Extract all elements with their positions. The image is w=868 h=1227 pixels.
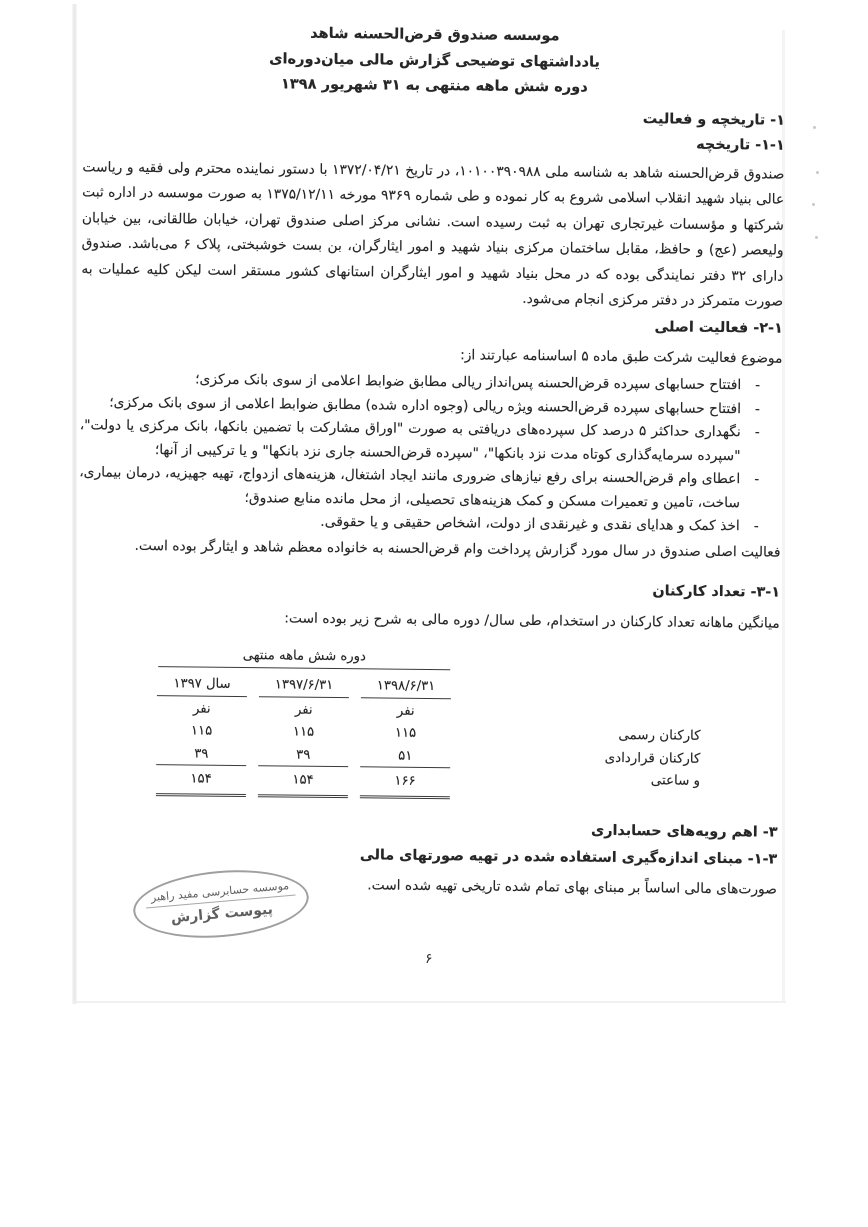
doc-subtitle: یادداشتهای توضیحی گزارش مالی میان‌دوره‌ای: [269, 49, 601, 71]
list-item-text: افتتاح حسابهای سپرده قرض‌الحسنه پس‌انداز ریالی مطابق ضوابط اعلامی از سوی بانک مرکزی؛: [195, 371, 742, 394]
stamp-firm-name: موسسه حسابرسی مفید راهبر: [144, 878, 296, 909]
table-col-header: ۱۳۹۸/۶/۳۱: [361, 675, 451, 699]
scan-speck: [816, 171, 819, 174]
document-body: [75, 18, 786, 903]
table-span-header: دوره شش ماهه منتهی: [157, 644, 451, 673]
table-total: ۱۵۴: [258, 765, 348, 798]
table-cell: ۳۹: [194, 746, 209, 762]
heading-main-activity: ۲-۱- فعالیت اصلی: [654, 318, 783, 337]
main-activity-note: فعالیت اصلی صندوق در سال مورد گزارش پرداخت وام قرض‌الحسنه به خانواده معظم شاهد و ایثارگر بوده است.: [134, 537, 781, 561]
main-activity-intro: موضوع فعالیت شرکت طبق ماده ۵ اساسنامه عبارتند از:: [460, 346, 783, 367]
scan-speck: [812, 203, 815, 206]
document-header: [83, 18, 786, 102]
table-row-label: کارکنان رسمی: [618, 727, 701, 744]
employees-table: [76, 643, 702, 802]
doc-period: دوره شش ماهه منتهی به ۳۱ شهریور ۱۳۹۸: [280, 75, 588, 96]
heading-measurement-basis: ۱-۳- مبنای اندازه‌گیری استفاده شده در تهیه صورتهای مالی: [359, 847, 778, 868]
table-unit: نفر: [396, 703, 415, 719]
table-col-header: سال ۱۳۹۷: [157, 673, 247, 697]
table-unit: نفر: [294, 702, 313, 718]
table-cell: ۵۱: [398, 748, 413, 764]
doc-title: موسسه صندوق قرض‌الحسنه شاهد: [310, 24, 560, 45]
employees-intro: میانگین ماهانه تعداد کارکنان در استخدام، طی سال/ دوره مالی به شرح زیر بوده است:: [284, 609, 780, 632]
table-cell: ۱۱۵: [190, 723, 213, 739]
heading-history-activity: ۱- تاریخچه و فعالیت: [642, 110, 786, 129]
bullet-dash: -: [754, 424, 760, 441]
table-unit: نفر: [192, 701, 211, 717]
heading-history: ۱-۱- تاریخچه: [696, 136, 785, 154]
table-cell: ۱۱۵: [394, 725, 417, 741]
page-bottom-edge: [74, 1001, 786, 1003]
list-item: [79, 461, 781, 515]
stamp-caption: پیوست گزارش: [170, 901, 274, 927]
scan-speck: [815, 236, 818, 239]
bullet-dash: -: [755, 377, 761, 394]
list-item: [79, 414, 781, 468]
history-paragraph: صندوق قرض‌الحسنه شاهد به شناسه ملی ۱۰۱۰۰۳۹۰۹۸۸، در تاریخ ۱۳۷۲/۰۴/۲۱ با دستور نماینده محترم ولی فقیه و ریاست عالی بنیاد شهید انقلاب اسلامی شروع به کار نموده و طی شماره ۹۳۶۹ مورخه ۱۳۷۵/۱۲/۱۱ به صورت موسسه در اداره ثبت شرکتها و مؤسسات غیرتجاری تهران به ثبت رسیده است. نشانی مرکز اصلی صندوق تهران، خیابان طالقانی، بین خیابان ولیعصر (عج) و حافظ، مقابل ساختمان مرکزی بنیاد شهید و امور ایثارگران، بن بست خوشبختی، پلاک ۶ می‌باشد. صندوق دارای ۳۲ دفتر نمایندگی بوده که در محل بنیاد شهید و امور ایثارگران استانهای کشور مستقر است لیکن کلیه عملیات به صورت متمرکز در دفتر مرکزی انجام می‌شود.: [81, 158, 785, 310]
activity-list: [79, 367, 783, 539]
scan-speck: [813, 126, 816, 129]
table-total: ۱۶۶: [360, 766, 450, 799]
page-number: ۶: [425, 951, 433, 967]
list-item-text: اعطای وام قرض‌الحسنه برای رفع نیازهای ضروری مانند ایجاد اشتغال، هزینه‌های ازدواج، تهیه جهیزیه، درمان بیماری، ساخت، تامین و تعمیرات مسکن و کمک هزینه‌های تحصیلی، از محل مانده منابع صندوق؛: [79, 464, 741, 511]
list-item-text: نگهداری حداکثر ۵ درصد کل سپرده‌های دریافتی به صورت "اوراق مشارکت با تضمین بانکها، بانک مرکزی یا دولت"، "سپرده سرمایه‌گذاری کوتاه مدت نزد بانکها"، "سپرده قرض‌الحسنه جاری نزد بانکها" و یا ترکیبی از آنها؛: [79, 417, 741, 464]
list-item-text: افتتاح حسابهای سپرده قرض‌الحسنه ویژه ریالی (وجوه اداره شده) مطابق ضوابط اعلامی از سوی بانک مرکزی؛: [109, 394, 742, 417]
heading-accounting-policies: ۳- اهم رویه‌های حسابداری: [590, 822, 778, 841]
measurement-text: صورت‌های مالی اساساً بر مبنای بهای تمام شده تاریخی تهیه شده است.: [367, 877, 778, 898]
heading-employees: ۳-۱- تعداد کارکنان: [652, 582, 781, 601]
table-col-header: ۱۳۹۷/۶/۳۱: [259, 674, 349, 698]
table-cell: ۳۹: [296, 747, 311, 763]
list-item-text: اخذ کمک و هدایای نقدی و غیرنقدی از دولت، اشخاص حقیقی و یا حقوقی.: [320, 513, 740, 535]
bullet-dash: -: [754, 400, 761, 417]
bullet-dash: -: [754, 471, 760, 488]
bullet-dash: -: [753, 518, 759, 535]
table-row-label: کارکنان قراردادی و ساعتی: [604, 750, 701, 789]
table-total: ۱۵۴: [156, 764, 246, 797]
table-cell: ۱۱۵: [292, 724, 315, 740]
